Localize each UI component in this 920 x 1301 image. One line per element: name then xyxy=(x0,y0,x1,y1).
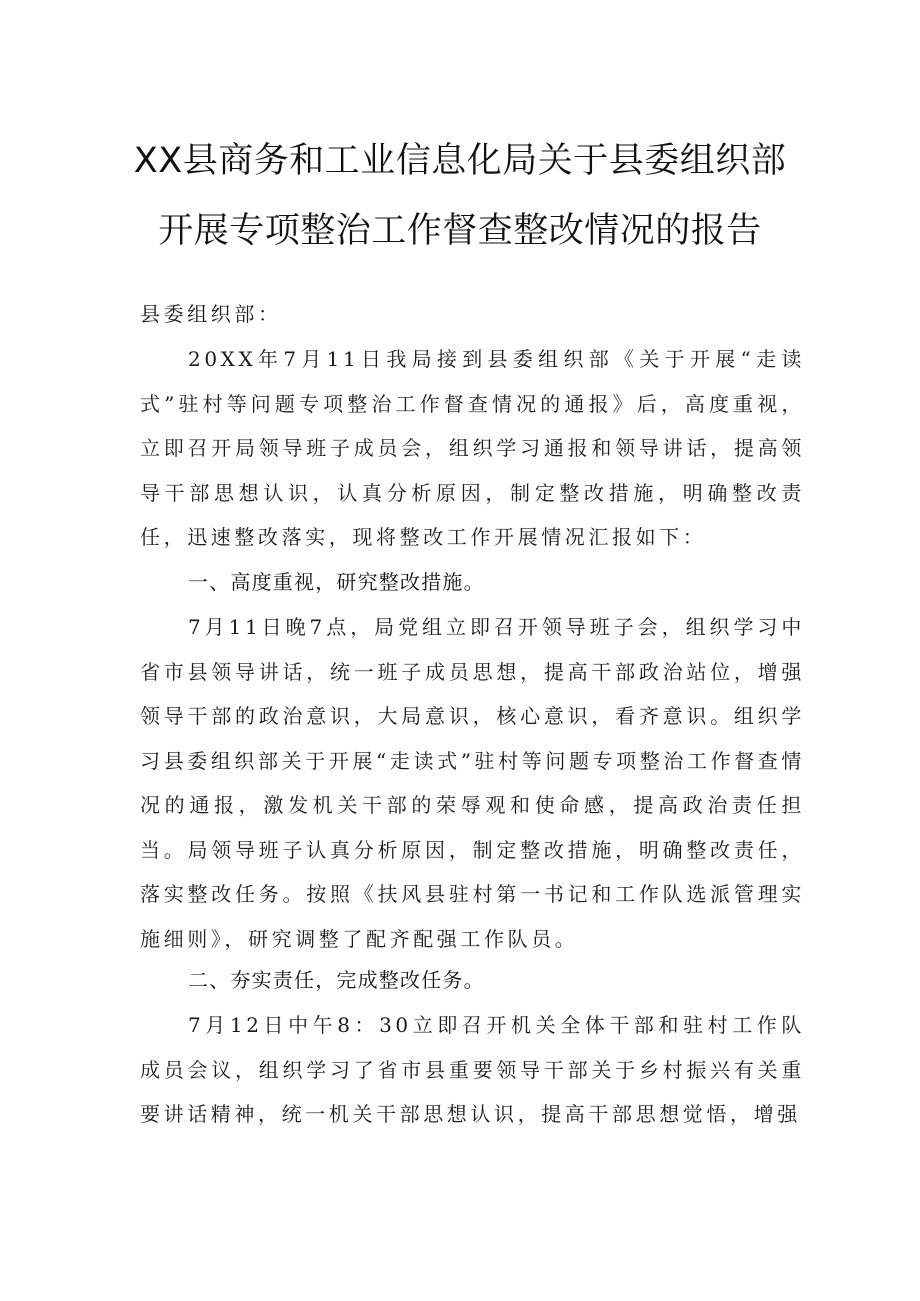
paragraph-section-1: 7月11日晚7点，局党组立即召开领导班子会，组织学习中省市县领导讲话，统一班子成员思想，提高干部政治站位，增强领导干部的政治意识，大局意识，核心意识，看齐意识。组织学习县委组织部关于开展“走读式”驻村等问题专项整治工作督查情况的通报，激发机关干部的荣辱观和使命感，提高政治责任担当。局领导班子认真分析原因，制定整改措施，明确整改责任，落实整改任务。按照《扶风县驻村第一书记和工作队选派管理实施细则》，研究调整了配齐配强工作队员。 xyxy=(140,615,805,951)
document-title-line-2: 开展专项整治工作督查整改情况的报告 xyxy=(158,211,762,251)
section-heading-2: 二、夯实责任，完成整改任务。 xyxy=(188,968,485,992)
paragraph-intro: 20XX年7月11日我局接到县委组织部《关于开展“走读式”驻村等问题专项整治工作督查情况的通报》后，高度重视，立即召开局领导班子成员会，组织学习通报和领导讲话，提高领导干部思想认识，认真分析原因，制定整改措施，明确整改责任，迅速整改落实，现将整改工作开展情况汇报如下： xyxy=(140,347,805,549)
document-title-line-1: XX县商务和工业信息化局关于县委组织部 xyxy=(133,141,787,181)
salutation: 县委组织部： xyxy=(140,302,282,326)
paragraph-section-2: 7月12日中午8：30立即召开机关全体干部和驻村工作队成员会议，组织学习了省市县重要领导干部关于乡村振兴有关重要讲话精神，统一机关干部思想认识，提高干部思想觉悟，增强 xyxy=(140,1013,805,1126)
section-heading-1: 一、高度重视，研究整改措施。 xyxy=(188,570,485,594)
